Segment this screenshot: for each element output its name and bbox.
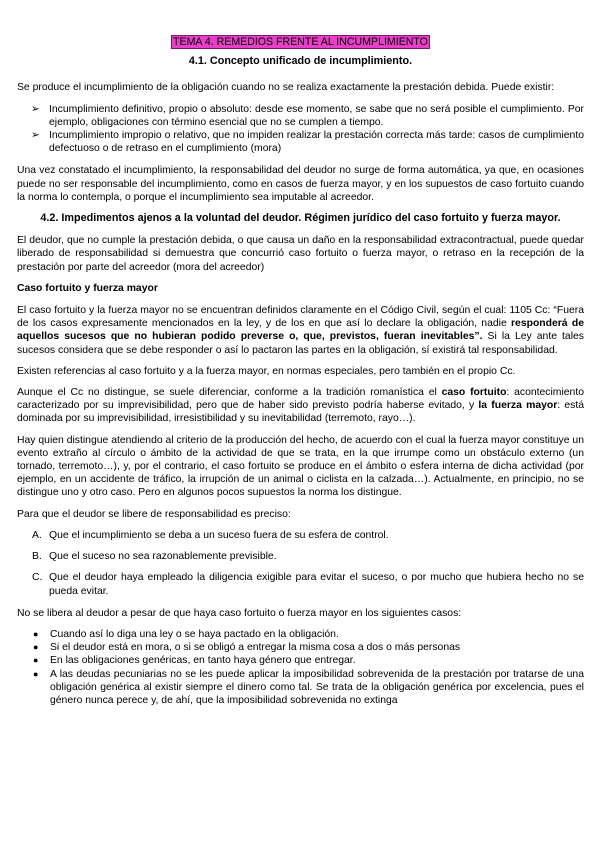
requirement-item (17, 529, 584, 542)
exception-item (17, 641, 584, 654)
paragraph-references: Existen referencias al caso fortuito y a la fuerza mayor, en normas especiales, pero también en el propio Cc. (17, 365, 516, 377)
bullet-dot-icon: ● (33, 668, 39, 679)
exception-text: Cuando así lo diga una ley o se haya pactado en la obligación. (50, 628, 339, 640)
requirements-list (17, 529, 584, 598)
arrow-item-text: Incumplimiento impropio o relativo, que no impiden realizar la prestación correcta más tarde: casos de cumplimiento defectuoso o de retraso en el cumplimiento (mora) (49, 130, 584, 155)
exception-item (17, 654, 584, 667)
exceptions-list (17, 628, 584, 707)
section-4-1-heading: 4.1. Concepto unificado de incumplimiento. (188, 55, 413, 68)
paragraph-distinction (17, 386, 584, 426)
term-fuerza-mayor: la fuerza mayor (478, 400, 558, 412)
arrow-item-text: Incumplimiento definitivo, propio o absoluto: desde ese momento, se sabe que no será posible el cumplimiento. Por ejemplo, obligaciones con término esencial que no se cumplen a tiempo. (49, 103, 584, 128)
requirement-text: Que el suceso no sea razonablemente previsible. (49, 551, 277, 563)
arrow-list-item (17, 103, 584, 129)
requirement-marker: B. (32, 551, 42, 563)
arrow-bullet-icon: ➢ (31, 130, 40, 142)
definition-bold-quote: responderá de aquellos sucesos que no hubieran podido preverse o, que, previstos, fueran inevitables”. (17, 318, 584, 343)
paragraph-responsibility: Una vez constatado el incumplimiento, la responsabilidad del deudor no surge de forma automática, ya que, en ocasiones puede no ser responsable del incumplimiento, como en casos de fuerza mayor, y en los supuestos de caso fortuito cuando la norma lo contempla, o porque el incumplimiento sea imputable al acreedor. (17, 165, 584, 203)
bullet-dot-icon: ● (33, 628, 39, 639)
term-caso-fortuito: caso fortuito (441, 387, 507, 399)
arrow-bullet-icon: ➢ (31, 103, 40, 115)
arrow-list-item (17, 129, 584, 155)
paragraph-intro: Se produce el incumplimiento de la obligación cuando no se realiza exactamente la prestación debida. Puede existir: (17, 82, 555, 94)
exception-item (17, 668, 584, 708)
definition-text-end: Si la Ley ante tales sucesos considera que se debe responder o así lo pactaron las partes en la obligación, sí existirá tal responsabilidad. (17, 331, 584, 356)
requirement-marker: C. (32, 572, 43, 584)
chapter-title (17, 36, 584, 49)
distinction-text-mid: : acontecimiento caracterizado por su imprevisibilidad, pero que de haber sido previsto podría haberse evitado, y (17, 387, 584, 412)
distinction-text-end: : está dominada por su imprevisibilidad, irresistibilidad y su inevitabilidad (terremoto, rayo…). (17, 400, 584, 425)
exception-text: En las obligaciones genéricas, en tanto haya género que entregar. (50, 655, 356, 667)
paragraph-exceptions-intro: No se libera al deudor a pesar de que haya caso fortuito o fuerza mayor en los siguientes casos: (17, 607, 462, 619)
definition-text: El caso fortuito y la fuerza mayor no se encuentran definidos claramente en el Código Civil, según el cual: 1105 Cc: “Fuera de los casos expresamente mencionados en la ley, y de los en que así lo declare la obligación, nadie (17, 305, 584, 330)
requirement-item (17, 571, 584, 597)
section-4-2-heading: 4.2. Impedimentos ajenos a la voluntad del deudor. Régimen jurídico del caso fortuito y fuerza mayor. (40, 212, 561, 225)
arrow-list (17, 103, 584, 156)
chapter-title-text: TEMA 4. REMEDIOS FRENTE AL INCUMPLIMIENTO (173, 36, 428, 48)
requirement-marker: A. (32, 529, 42, 541)
requirement-item (17, 550, 584, 563)
exception-text: Si el deudor está en mora, o si se obligó a entregar la misma cosa a dos o más personas (50, 642, 461, 654)
paragraph-definition (17, 304, 584, 357)
bullet-dot-icon: ● (33, 655, 39, 666)
paragraph-criteria: Hay quien distingue atendiendo al criterio de la producción del hecho, de acuerdo con el cual la fuerza mayor constituye un evento extraño al círculo o ámbito de la actividad de que se trata, en la que irrumpe como un obstáculo externo (un tornado, terremoto…), y, por el contrario, el caso fortuito se produce en el ámbito o esfera interna de dicha actividad (por ejemplo, en un accidente de tráfico, la irrupción de un animal o ciclista en la calzada…). Actualmente, en principio, no se distingue uno y otro caso. Pero en algunos pocos supuestos la norma los distingue. (17, 434, 584, 499)
exception-item (17, 628, 584, 641)
paragraph-liberation: El deudor, que no cumple la prestación debida, o que causa un daño en la responsabilidad extracontractual, puede quedar liberado de responsabilidad si demuestra que concurrió caso fortuito o fuerza mayor, o retraso en la recepción de la prestación por parte del acreedor (mora del acreedor) (17, 235, 584, 273)
requirement-text: Que el incumplimiento se deba a un suceso fuera de su esfera de control. (49, 529, 389, 541)
bullet-dot-icon: ● (33, 642, 39, 653)
paragraph-requirements-intro: Para que el deudor se libere de responsabilidad es preciso: (17, 508, 291, 520)
distinction-text: Aunque el Cc no distingue, se suele diferenciar, conforme a la tradición romanística el (17, 387, 442, 399)
exception-text: A las deudas pecuniarias no se les puede aplicar la imposibilidad sobrevenida de la prestación por tratarse de una obligación genérica al existir siempre el dinero como tal. Se trata de la obligación genérica por excelencia, pues el género nunca perece y, de ahí, que la imposibilidad sobrevenida no extinga (50, 668, 584, 706)
subheading-caso-fortuito: Caso fortuito y fuerza mayor (17, 282, 158, 294)
requirement-text: Que el deudor haya empleado la diligencia exigible para evitar el suceso, o por mucho que hubiera hecho no se pueda evitar. (49, 572, 584, 597)
